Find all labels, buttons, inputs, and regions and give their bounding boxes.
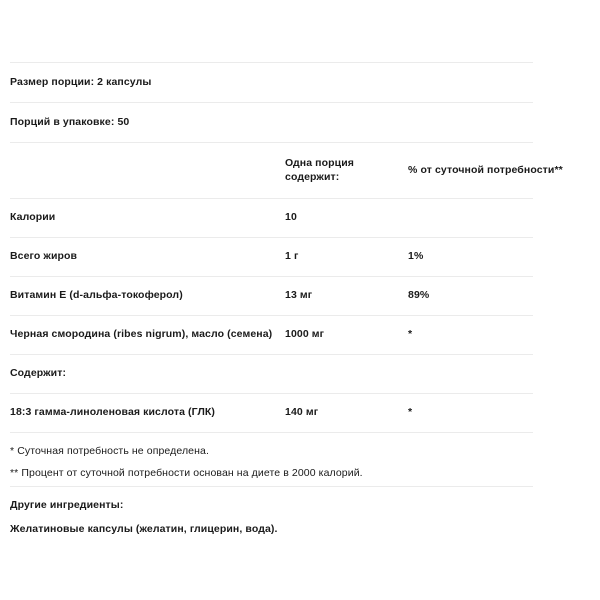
nutrient-daily-value: 1% bbox=[408, 250, 424, 263]
nutrient-name: Витамин E (d-альфа-токоферол) bbox=[10, 289, 183, 302]
servings-per-container-row bbox=[0, 102, 600, 142]
nutrient-daily-value: * bbox=[408, 406, 413, 419]
contains-label: Содержит: bbox=[10, 367, 67, 380]
serving-size-row bbox=[0, 62, 600, 102]
serving-size-label: Размер порции: 2 капсулы bbox=[10, 75, 152, 88]
other-ingredients-value: Желатиновые капсулы (желатин, глицерин, вода). bbox=[10, 523, 278, 535]
other-ingredients-value-row bbox=[0, 516, 600, 546]
nutrient-name: 18:3 гамма-линоленовая кислота (ГЛК) bbox=[10, 406, 216, 419]
other-ingredients-label: Другие ингредиенты: bbox=[10, 498, 124, 511]
nutrient-name: Калории bbox=[10, 211, 56, 224]
nutrient-amount: 1000 мг bbox=[285, 328, 325, 341]
nutrient-amount: 13 мг bbox=[285, 289, 313, 302]
footnote-single-asterisk: * Суточная потребность не определена. bbox=[10, 444, 209, 457]
table-row bbox=[0, 276, 600, 315]
table-row bbox=[0, 393, 600, 432]
servings-per-container-label: Порций в упаковке: 50 bbox=[10, 115, 130, 128]
column-header-daily-value: % от суточной потребности** bbox=[408, 163, 563, 176]
nutrient-daily-value: * bbox=[408, 328, 413, 341]
contains-section-header bbox=[0, 354, 600, 393]
table-row bbox=[0, 315, 600, 354]
nutrient-name: Всего жиров bbox=[10, 250, 78, 263]
column-header-amount: Одна порция содержит: bbox=[285, 156, 354, 183]
nutrient-name: Черная смородина (ribes nigrum), масло (семена) bbox=[10, 328, 273, 341]
nutrient-amount: 1 г bbox=[285, 250, 299, 263]
other-ingredients-header-row bbox=[0, 486, 600, 516]
nutrient-amount: 140 мг bbox=[285, 406, 319, 419]
table-row bbox=[0, 198, 600, 237]
nutrient-amount: 10 bbox=[285, 211, 297, 224]
footnote-row bbox=[0, 460, 600, 486]
footnote-row bbox=[0, 432, 600, 460]
table-header-row bbox=[0, 142, 600, 198]
footnote-double-asterisk: ** Процент от суточной потребности основан на диете в 2000 калорий. bbox=[10, 466, 363, 479]
table-row bbox=[0, 237, 600, 276]
nutrient-daily-value: 89% bbox=[408, 289, 430, 302]
